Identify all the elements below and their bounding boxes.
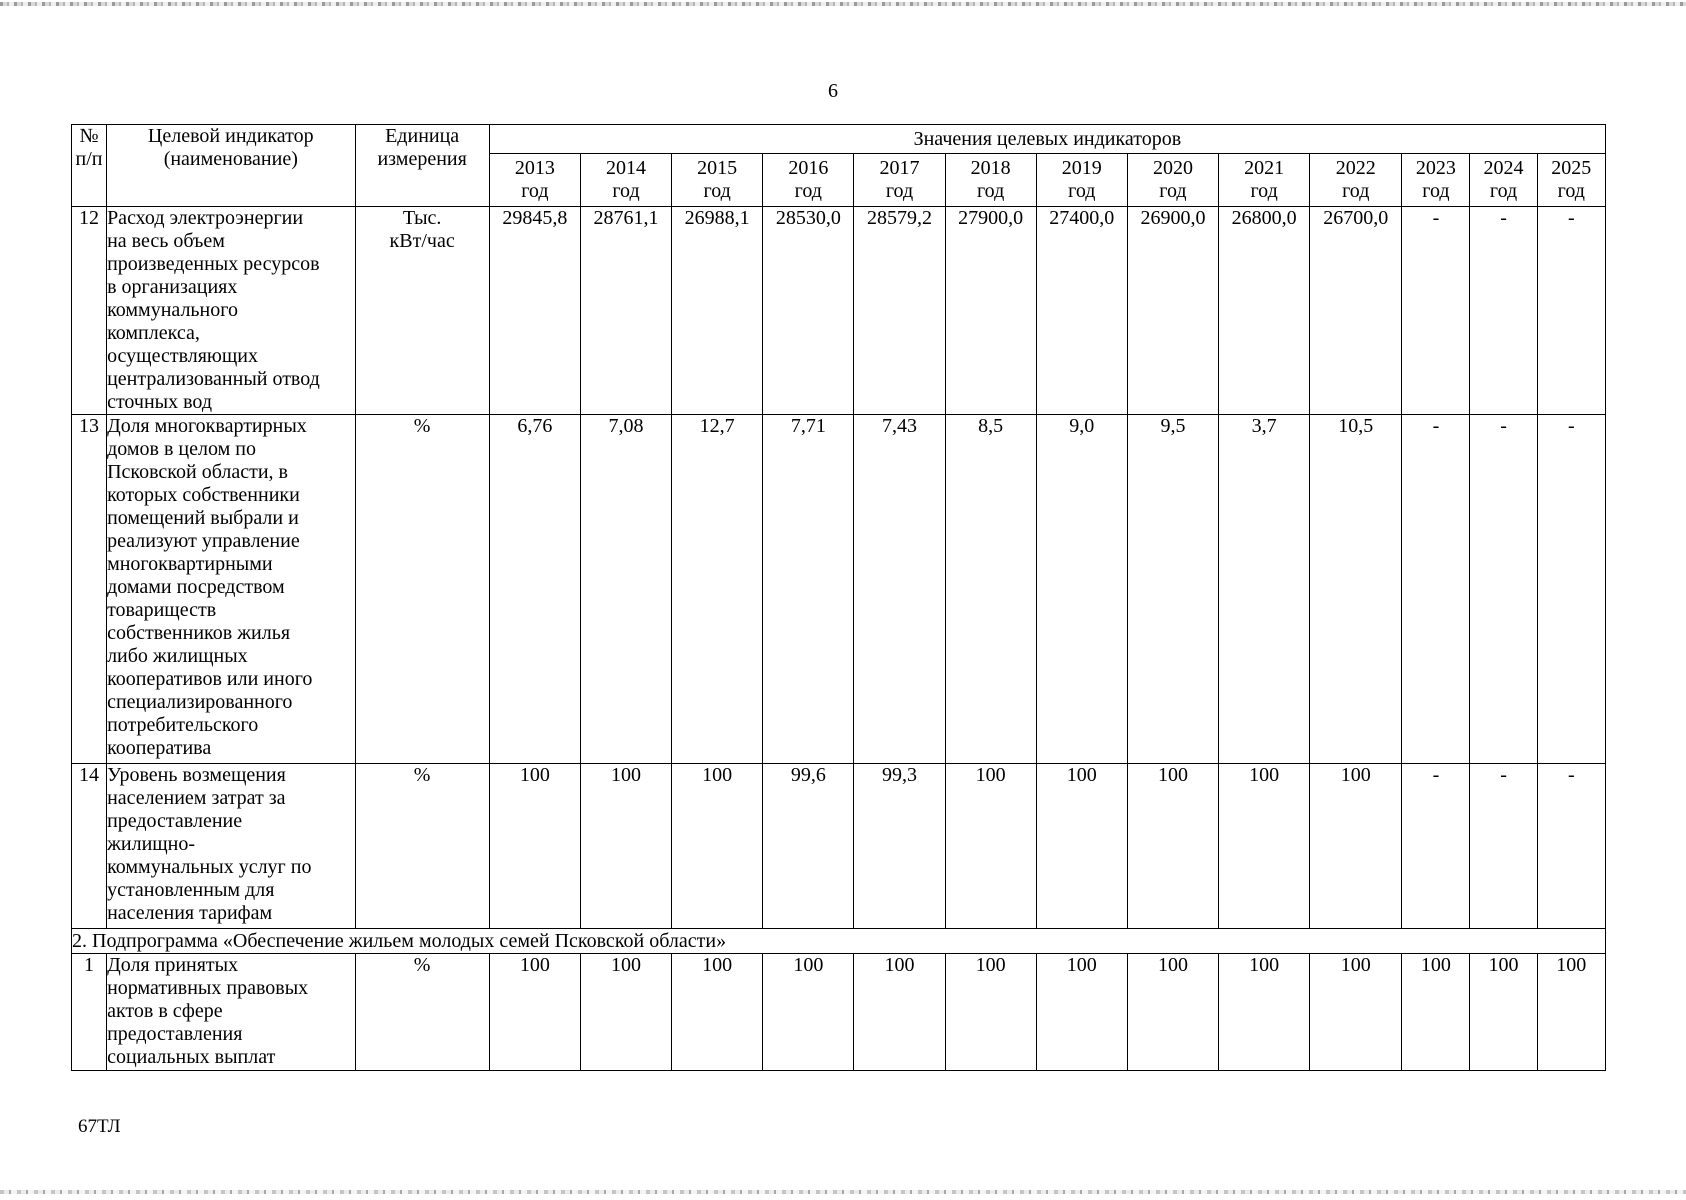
indicator-name-line: актов в сфере	[107, 1000, 223, 1022]
indicator-name-line: на весь объем	[107, 230, 225, 252]
header-year-2020	[1127, 154, 1218, 207]
page-number: 6	[828, 80, 838, 102]
year-suffix: год	[1557, 180, 1585, 202]
year-suffix: год	[612, 180, 640, 202]
value-cell: 26700,0	[1310, 207, 1402, 415]
value-cell: 100	[1310, 954, 1402, 1071]
value-cell: 100	[945, 954, 1036, 1071]
indicator-name	[107, 207, 355, 415]
year-suffix: год	[1250, 180, 1278, 202]
value-cell: 100	[1219, 764, 1310, 929]
header-unit-line1: Единица	[385, 125, 460, 147]
table-row	[72, 954, 1606, 1071]
indicator-name	[107, 764, 355, 929]
indicator-name-line: в организациях	[107, 276, 238, 298]
value-cell: 8,5	[945, 415, 1036, 764]
value-cell: 100	[854, 954, 945, 1071]
value-cell: 7,71	[763, 415, 854, 764]
year-suffix: год	[703, 180, 731, 202]
unit-cell	[355, 764, 489, 929]
year-number: 2016	[788, 157, 829, 179]
value-cell: 26900,0	[1127, 207, 1218, 415]
value-cell: 100	[763, 954, 854, 1071]
value-cell: 100	[1036, 764, 1127, 929]
value-cell: 29845,8	[489, 207, 580, 415]
scan-edge-top	[0, 2, 1686, 6]
indicator-name-line: собственников жилья	[107, 622, 291, 644]
value-cell: 28530,0	[763, 207, 854, 415]
indicator-name-line: предоставление	[107, 810, 243, 832]
unit-line: кВт/час	[389, 230, 455, 252]
header-num-line1: №	[79, 125, 99, 147]
value-cell: 9,5	[1127, 415, 1218, 764]
unit-line: %	[413, 415, 431, 437]
section-row	[72, 929, 1606, 954]
year-number: 2017	[879, 157, 920, 179]
indicator-name	[107, 415, 355, 764]
indicator-name-line: помещений выбрали и	[107, 507, 299, 529]
indicator-name-line: населения тарифам	[107, 902, 273, 924]
year-suffix: год	[1422, 180, 1450, 202]
value-cell: -	[1537, 207, 1605, 415]
value-cell: 26800,0	[1219, 207, 1310, 415]
unit-line: %	[413, 764, 431, 786]
value-cell: 100	[580, 954, 671, 1071]
value-cell: 12,7	[672, 415, 763, 764]
indicator-name-line: либо жилищных	[107, 645, 248, 667]
header-year-2015	[672, 154, 763, 207]
header-year-2022	[1310, 154, 1402, 207]
unit-cell	[355, 954, 489, 1071]
value-cell: 7,08	[580, 415, 671, 764]
indicator-name-line: Доля многоквартирных	[107, 415, 307, 437]
unit-line: %	[413, 954, 431, 976]
indicator-name-line: произведенных ресурсов	[107, 253, 320, 275]
value-cell: 100	[1470, 954, 1537, 1071]
indicator-name-line: домов в целом по	[107, 438, 256, 460]
indicator-name-line: нормативных правовых	[107, 977, 309, 999]
value-cell: 28761,1	[580, 207, 671, 415]
value-cell: 99,3	[854, 764, 945, 929]
value-cell: -	[1470, 415, 1537, 764]
indicator-name-line: Уровень возмещения	[107, 764, 286, 786]
value-cell: -	[1470, 207, 1537, 415]
year-number: 2019	[1061, 157, 1102, 179]
indicator-name-line: Доля принятых	[107, 954, 239, 976]
header-year-2018	[945, 154, 1036, 207]
year-number: 2024	[1483, 157, 1524, 179]
year-number: 2018	[970, 157, 1011, 179]
value-cell: 6,76	[489, 415, 580, 764]
year-number: 2021	[1244, 157, 1285, 179]
indicator-name-line: Расход электроэнергии	[107, 207, 304, 229]
value-cell: 99,6	[763, 764, 854, 929]
value-cell: -	[1402, 415, 1470, 764]
value-cell: 3,7	[1219, 415, 1310, 764]
unit-line: Тыс.	[402, 207, 442, 229]
indicator-name-line: кооператива	[107, 737, 212, 759]
year-number: 2015	[697, 157, 738, 179]
indicator-name-line: предоставления	[107, 1023, 243, 1045]
header-name-line2: (наименование)	[163, 148, 298, 170]
indicator-name-line: населением затрат за	[107, 787, 286, 809]
indicator-name-line: многоквартирными	[107, 553, 273, 575]
indicator-name-line: кооперативов или иного	[107, 668, 313, 690]
table-row	[72, 415, 1606, 764]
header-unit-line2: измерения	[377, 148, 467, 170]
indicator-name-line: осуществляющих	[107, 345, 258, 367]
year-suffix: год	[1342, 180, 1370, 202]
indicator-name	[107, 954, 355, 1071]
year-suffix: год	[976, 180, 1005, 202]
value-cell: 9,0	[1036, 415, 1127, 764]
document-code: 67ТЛ	[78, 1116, 121, 1137]
value-cell: 100	[1537, 954, 1605, 1071]
value-cell: 7,43	[854, 415, 945, 764]
year-suffix: год	[1159, 180, 1187, 202]
row-number: 1	[72, 954, 107, 1071]
year-number: 2020	[1152, 157, 1193, 179]
indicator-name-line: потребительского	[107, 714, 259, 736]
value-cell: 27900,0	[945, 207, 1036, 415]
indicator-name-line: сточных вод	[107, 391, 213, 413]
value-cell: 100	[1402, 954, 1470, 1071]
header-num-line2: п/п	[75, 148, 103, 170]
indicator-name-line: домами посредством	[107, 576, 285, 598]
indicator-name-line: реализуют управление	[107, 530, 300, 552]
header-year-2025	[1537, 154, 1605, 207]
header-row-1	[72, 125, 1606, 154]
indicator-name-line: централизованный отвод	[107, 368, 320, 390]
header-year-2023	[1402, 154, 1470, 207]
value-cell: -	[1470, 764, 1537, 929]
value-cell: -	[1402, 764, 1470, 929]
year-suffix: год	[521, 180, 549, 202]
indicator-name-line: социальных выплат	[107, 1046, 276, 1068]
header-year-2017	[854, 154, 945, 207]
year-number: 2014	[606, 157, 646, 179]
header-num	[72, 125, 107, 207]
table-row	[72, 207, 1606, 415]
value-cell: 26988,1	[672, 207, 763, 415]
indicator-name-line: Псковской области, в	[107, 461, 288, 483]
indicator-name-line: коммунального	[107, 299, 238, 321]
value-cell: 27400,0	[1036, 207, 1127, 415]
year-suffix: год	[885, 180, 914, 202]
row-number: 14	[72, 764, 107, 929]
indicator-name-line: специализированного	[107, 691, 293, 713]
row-number: 13	[72, 415, 107, 764]
indicator-name-line: коммунальных услуг по	[107, 856, 312, 878]
value-cell: -	[1402, 207, 1470, 415]
header-name	[107, 125, 355, 207]
indicator-name-line: комплекса,	[107, 322, 200, 344]
value-cell: 28579,2	[854, 207, 945, 415]
value-cell: 100	[489, 954, 580, 1071]
year-suffix: год	[1068, 180, 1096, 202]
value-cell: 100	[1127, 954, 1218, 1071]
header-unit	[355, 125, 489, 207]
value-cell: 100	[945, 764, 1036, 929]
value-cell: -	[1537, 415, 1605, 764]
indicators-table	[71, 124, 1606, 1071]
header-year-2014	[580, 154, 671, 207]
value-cell: 100	[489, 764, 580, 929]
value-cell: -	[1537, 764, 1605, 929]
year-number: 2022	[1335, 157, 1376, 179]
indicator-name-line: жилищно-	[107, 833, 196, 855]
header-year-2016	[763, 154, 854, 207]
section-title: 2. Подпрограмма «Обеспечение жильем молодых семей Псковской области»	[72, 929, 1606, 954]
value-cell: 100	[580, 764, 671, 929]
year-number: 2025	[1551, 157, 1592, 179]
header-year-2013	[489, 154, 580, 207]
value-cell: 100	[1127, 764, 1218, 929]
year-suffix: год	[794, 180, 822, 202]
table-row	[72, 764, 1606, 929]
value-cell: 100	[1219, 954, 1310, 1071]
header-year-2024	[1470, 154, 1537, 207]
indicator-name-line: товариществ	[107, 599, 217, 621]
row-number: 12	[72, 207, 107, 415]
value-cell: 100	[1036, 954, 1127, 1071]
value-cell: 100	[1310, 764, 1402, 929]
header-name-line1: Целевой индикатор	[147, 125, 314, 147]
header-year-2019	[1036, 154, 1127, 207]
value-cell: 100	[672, 764, 763, 929]
value-cell: 100	[672, 954, 763, 1071]
header-year-2021	[1219, 154, 1310, 207]
scan-edge-bottom	[0, 1190, 1686, 1194]
indicator-name-line: установленным для	[107, 879, 275, 901]
year-suffix: год	[1489, 180, 1518, 202]
unit-cell	[355, 415, 489, 764]
value-cell: 10,5	[1310, 415, 1402, 764]
header-values-group: Значения целевых индикаторов	[489, 125, 1605, 154]
indicator-name-line: которых собственники	[107, 484, 300, 506]
year-number: 2013	[514, 157, 555, 179]
unit-cell	[355, 207, 489, 415]
year-number: 2023	[1415, 157, 1456, 179]
